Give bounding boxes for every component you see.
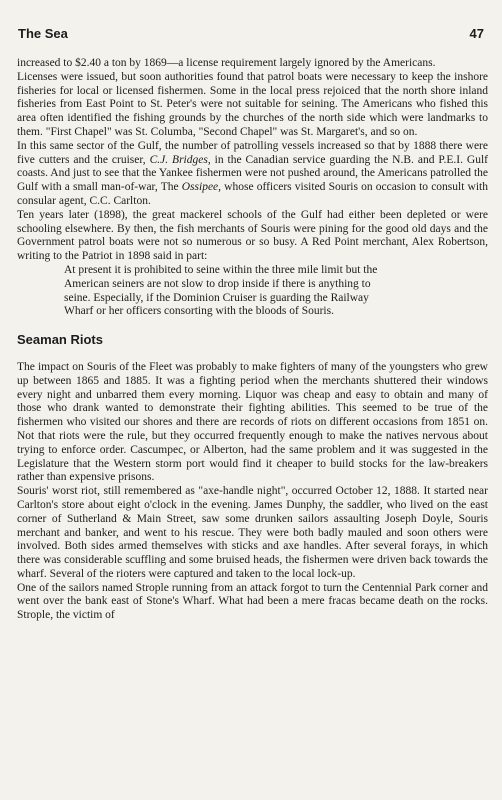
- page-number: 47: [469, 26, 484, 41]
- text-run: In this same sector of the Gulf, the number of patrolling vessels increased so that by 1888 there were five cutters and the cruiser,: [17, 139, 488, 166]
- text-run: , in the Canadian service guarding the N.B. and P.E.I. Gulf coasts. And just to see that the Yankee fishermen were not pushed around, the Americans patrolled the Gulf with a small man-of-war, The: [17, 153, 488, 194]
- ship-name: Ossipee: [181, 181, 219, 194]
- block-quote: At present it is prohibited to seine within the three mile limit but the American seiners are not slow to drop inside if there is anything to seine. Especially, if the Dominion Cruiser is guarding the Railway Wharf or her officers consorting with the bloods of Souris.: [64, 263, 378, 318]
- body-text: [17, 57, 488, 623]
- paragraph: Ten years later (1898), the great mackerel schools of the Gulf had either been depleted or were schooling elsewhere. By then, the fish merchants of Souris were pining for the good old days and the Government patrol boats were not so numerous or so busy. A Red Point merchant, Alex Robertson, writing to the Patriot in 1898 said in part:: [17, 208, 488, 263]
- paragraph: The impact on Souris of the Fleet was probably to make fighters of many of the youngsters who grew up between 1865 and 1885. It was a fighting period when the merchants shuttered their windows every night and unbarred them every morning. Liquor was cheap and easy to obtain and many of those who drank wanted to demonstrate their fighting abilities. This seemed to be true of the fishermen who visited our shores and there are records of riots on different occasions from 1851 on. Not that riots were the rule, but they occurred frequently enough to make the natives nervous about trying to enforce order. Cascumpec, or Alberton, had the same problem and it was suggested in the Legislature that the Western storm port would find it cheaper to build stocks for the law-breakers rather than expensive prisons.: [17, 360, 488, 484]
- paragraph: Licenses were issued, but soon authorities found that patrol boats were necessary to keep the inshore fisheries for local or licensed fishermen. Some in the local press rejoiced that the north shore inland fisheries from East Point to St. Peter's were not suitable for seining. The Americans who fished this area often identified the fishing grounds by the churches of the north side which were landmarks to them. "First Chapel" was St. Columba, "Second Chapel" was St. Margaret's, and so on.: [17, 70, 488, 138]
- text-run: , whose officers visited Souris on occasion to consult with consular agent, C.C. Carlton.: [17, 181, 489, 207]
- paragraph-patrol-vessels: [17, 140, 488, 209]
- section-heading: Seaman Riots: [17, 332, 103, 348]
- paragraph: Souris' worst riot, still remembered as "axe-handle night", occurred October 12, 1888. It started near Carlton's store about eight o'clock in the evening. James Dunphy, the saddler, who lived on the east corner of Sutherland & Main Street, saw some drunken sailors assaulting Joseph Doyle, Souris merchant and banker, and went to his rescue. They were both badly mauled and soon others were involved. Both sides armed themselves with sticks and axe handles. After several forays, in which there was considerable scuffling and some bruised heads, the fishermen were driven back towards the wharf. Several of the rioters were captured and taken to the local lock-up.: [17, 485, 488, 580]
- running-header: [18, 26, 484, 48]
- ship-name: C.J. Bridges: [149, 153, 208, 166]
- paragraph: One of the sailors named Strople running from an attack forgot to turn the Centennial Park corner and went over the bank east of Stone's Wharf. What had been a mere fracas became death on the rocks. Strople, the victim of: [17, 581, 488, 622]
- paragraph: increased to $2.40 a ton by 1869—a license requirement largely ignored by the Americans.: [17, 57, 436, 69]
- chapter-title: The Sea: [18, 26, 68, 41]
